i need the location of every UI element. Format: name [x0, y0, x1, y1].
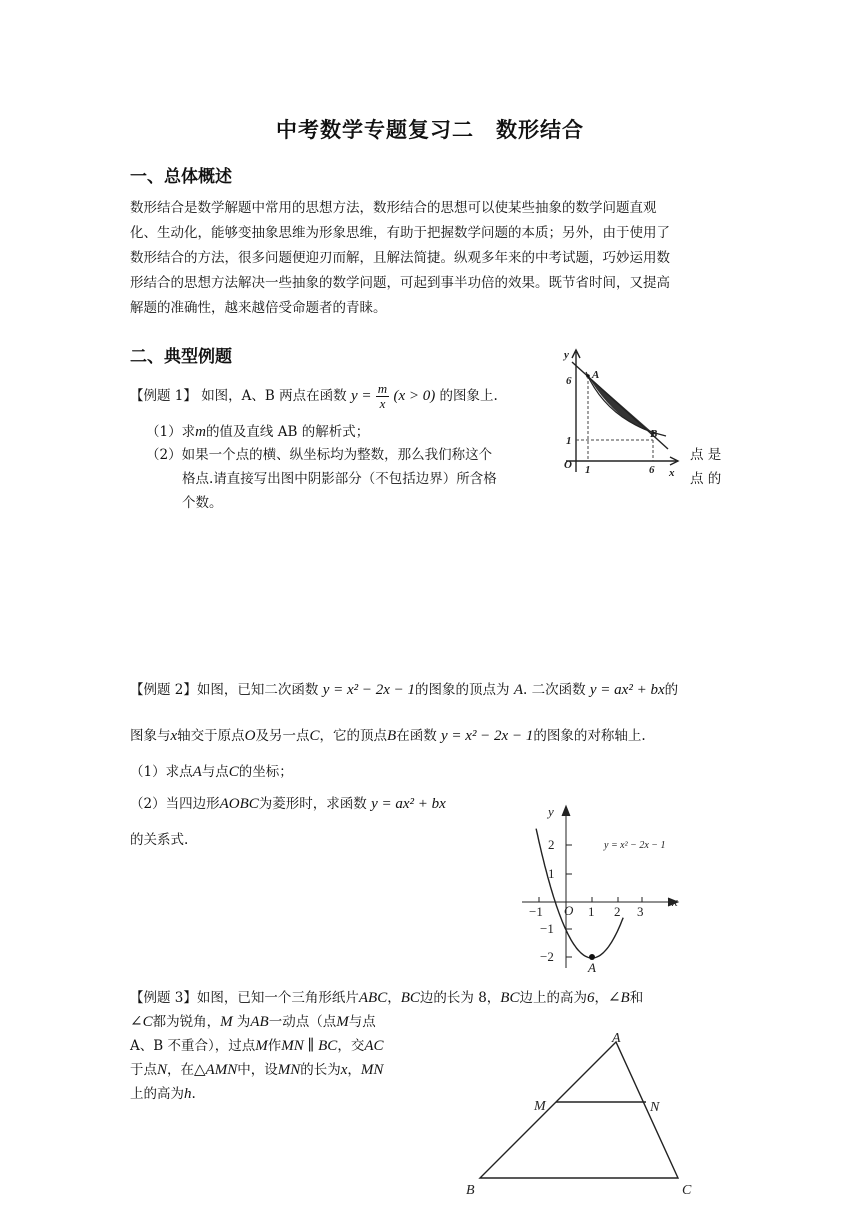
vertex-label-a: A	[612, 1031, 621, 1046]
x-axis-label: x	[669, 467, 675, 479]
point-label-m: M	[534, 1099, 546, 1114]
vertex-label-a: A	[588, 960, 596, 975]
y-tick-1: 1	[566, 435, 572, 447]
point-a	[586, 374, 590, 378]
example2-question2-end: 的关系式.	[130, 832, 189, 848]
example1-question2-right1: 点 是	[690, 447, 722, 463]
example3-line5: 上的高为h.	[130, 1086, 196, 1102]
y-axis-arrow	[562, 806, 570, 816]
example1-graph	[556, 344, 688, 486]
example1-question2-line3: 个数。	[182, 495, 223, 511]
y-axis-label: y	[548, 804, 554, 819]
origin-label: O	[564, 459, 572, 471]
x-tick-1: 1	[585, 464, 591, 476]
overview-line: 数形结合是数学解题中常用的思想方法，数形结合的思想可以使某些抽象的数学问题直观	[130, 200, 657, 216]
example2-line2: 图象与x轴交于原点O及另一点C，它的顶点B在函数 y = x² − 2x − 1的图象的对称轴上.	[130, 728, 646, 744]
x-tick-6: 6	[649, 464, 655, 476]
overview-line: 解题的准确性，越来越倍受命题者的青睐。	[130, 300, 387, 316]
x-tick-2: 2	[614, 904, 621, 919]
x-tick-3: 3	[637, 904, 644, 919]
example3-line4: 于点N，在△AMN中，设MN的长为x，MN	[130, 1062, 384, 1078]
example2-question2: （2）当四边形AOBC为菱形时，求函数 y = ax² + bx	[130, 796, 446, 812]
page-title: 中考数学专题复习二 数形结合	[276, 118, 584, 142]
vertex-label-c: C	[682, 1183, 692, 1198]
example2-graph	[518, 800, 690, 976]
vertex-label-b: B	[466, 1183, 475, 1198]
example1-question2-line1: （2）如果一个点的横、纵坐标均为整数，那么我们称这个	[146, 447, 493, 463]
triangle-abc	[480, 1042, 678, 1178]
example3-line2: ∠C都为锐角，M 为AB一动点（点M与点	[130, 1014, 376, 1030]
y-tick-1: 1	[548, 866, 555, 881]
example3-line3: A、B 不重合），过点M作MN ∥ BC，交AC	[130, 1038, 384, 1054]
x-tick-minus1: −1	[529, 904, 543, 919]
curve-label: y = x² − 2x − 1	[604, 840, 666, 851]
point-label-n: N	[650, 1100, 660, 1115]
example-label: 【例题 1】	[130, 388, 197, 404]
example-label: 【例题 3】	[130, 990, 197, 1006]
example1-statement: 【例题 1】 如图，A、B 两点在函数 y = $\frac{m}{x}$ (x > 0) 的图象上.	[130, 381, 498, 411]
example2-line1: 【例题 2】如图，已知二次函数 y = x² − 2x − 1的图象的顶点为 A. 二次函数 y = ax² + bx的	[130, 682, 679, 698]
label-b: B	[650, 428, 658, 440]
y-axis-label: y	[564, 349, 569, 361]
example1-question2-line2: 格点.请直接写出图中阴影部分（不包括边界）所含格	[182, 471, 497, 487]
example1-question1: （1）求m的值及直线 AB 的解析式；	[146, 424, 370, 440]
x-axis-label: x	[672, 894, 678, 909]
fraction-m-over-x: $\frac{m}{x}$	[377, 381, 388, 411]
example-label: 【例题 2】	[130, 682, 197, 698]
origin-label: O	[564, 903, 574, 918]
example2-question1: （1）求点A与点C的坐标；	[130, 764, 293, 780]
y-tick-minus1: −1	[540, 921, 554, 936]
y-tick-2: 2	[548, 837, 555, 852]
overview-line: 化、生动化，能够变抽象思维为形象思维，有助于把握数学问题的本质；另外，由于使用了	[130, 225, 670, 241]
x-tick-1: 1	[588, 904, 595, 919]
hyperbola-curve	[586, 372, 666, 436]
overview-line: 形结合的思想方法解决一些抽象的数学问题，可起到事半功倍的效果。既节省时间，又提高	[130, 275, 670, 291]
section-heading-overview: 一、总体概述	[130, 167, 232, 187]
example3-triangle	[460, 1030, 700, 1200]
y-tick-minus2: −2	[540, 949, 554, 964]
overview-line: 数形结合的方法，很多问题便迎刃而解，且解法简捷。纵观多年来的中考试题，巧妙运用数	[130, 250, 670, 266]
section-heading-examples: 二、典型例题	[130, 347, 232, 367]
label-a: A	[592, 369, 600, 381]
overview-paragraph	[130, 196, 740, 321]
y-tick-6: 6	[566, 375, 572, 387]
example3-line1: 【例题 3】如图，已知一个三角形纸片ABC，BC边的长为 8，BC边上的高为6，∠B和	[130, 990, 644, 1006]
example1-question2-right2: 点 的	[690, 471, 722, 487]
